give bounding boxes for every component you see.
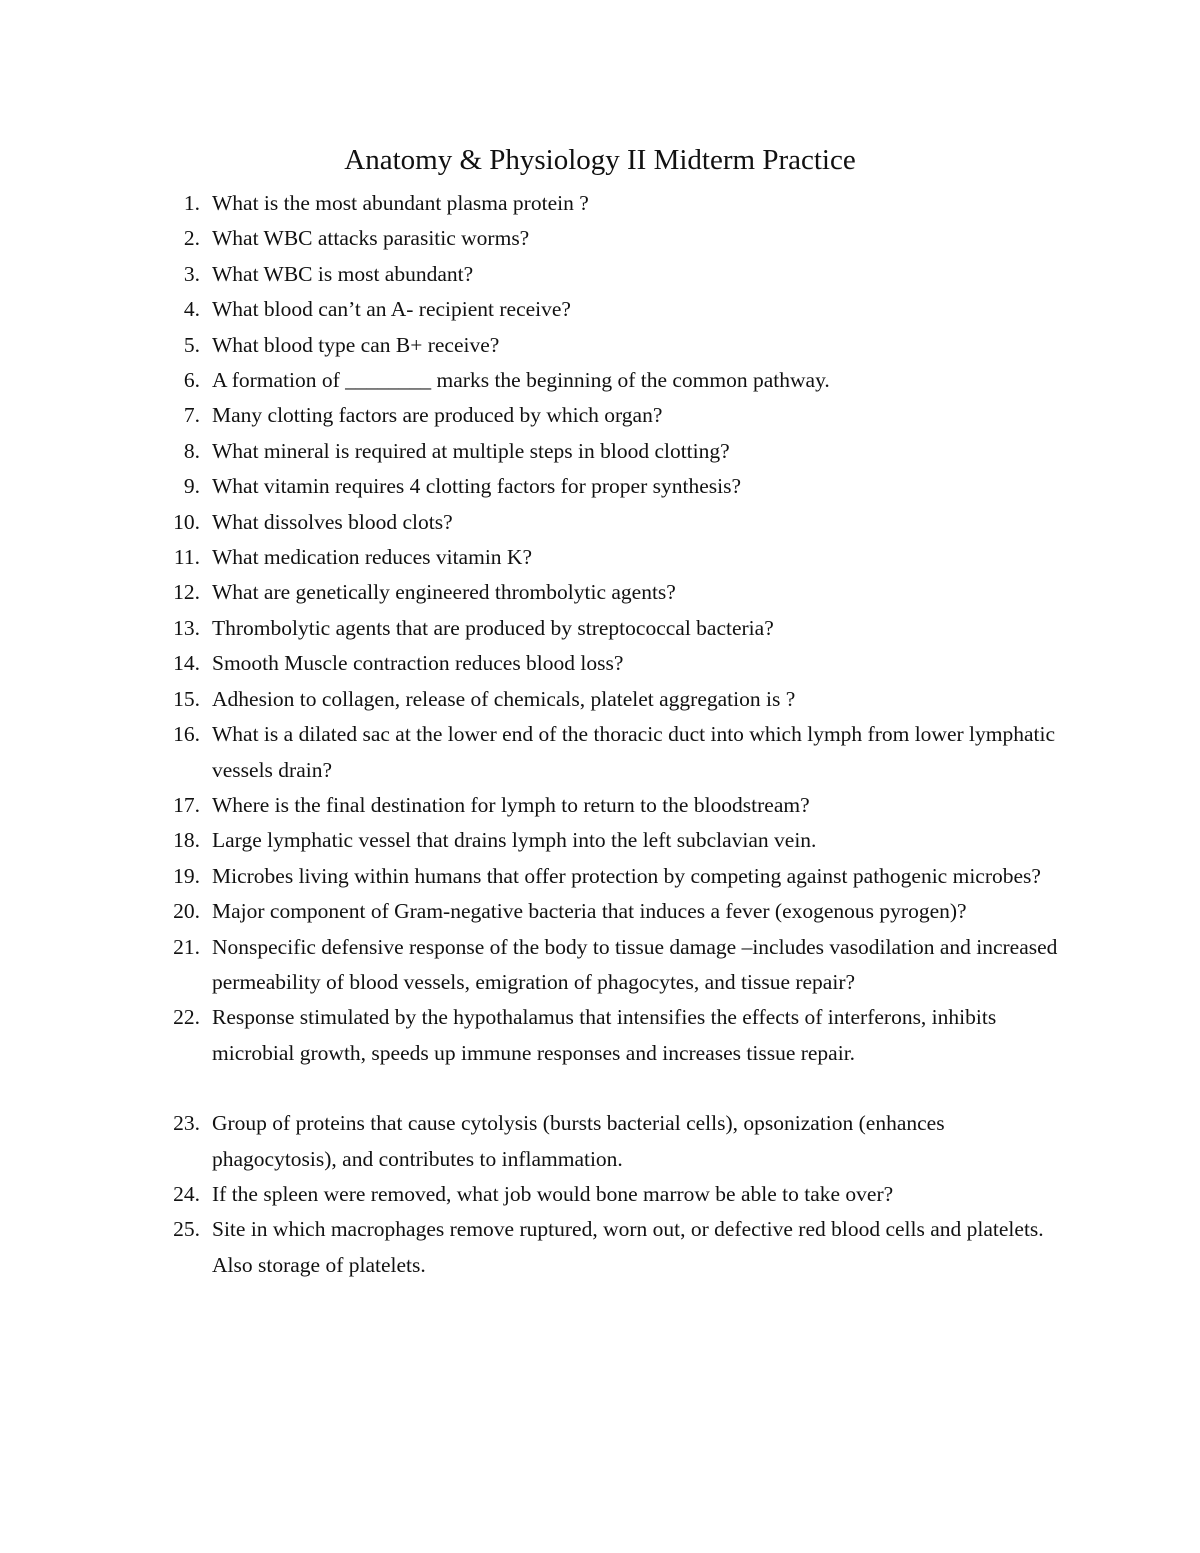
question-number: 6. — [183, 368, 200, 393]
question-text: Adhesion to collagen, release of chemicals, platelet aggregation is ? — [212, 686, 796, 711]
question-number: 22. — [173, 1005, 200, 1030]
question-number: 25. — [173, 1217, 200, 1242]
question-16 — [0, 717, 1200, 788]
question-text: Group of proteins that cause cytolysis (bursts bacterial cells), opsonization (enhances phagocytosis), and contributes to inflammation. — [212, 1111, 945, 1171]
question-number: 7. — [183, 403, 200, 428]
question-number: 18. — [173, 828, 200, 853]
question-number: 10. — [173, 509, 200, 534]
question-text: Major component of Gram-negative bacteria that induces a fever (exogenous pyrogen)? — [212, 899, 967, 924]
question-text: What dissolves blood clots? — [212, 509, 453, 534]
question-11 — [0, 540, 1200, 575]
question-1 — [0, 186, 1200, 221]
question-text: What blood can’t an A- recipient receive? — [212, 297, 571, 322]
page-title: Anatomy & Physiology II Midterm Practice — [344, 144, 856, 176]
question-number: 11. — [173, 545, 200, 570]
question-number: 21. — [173, 934, 200, 959]
question-text: What medication reduces vitamin K? — [212, 545, 532, 570]
question-5 — [0, 328, 1200, 363]
question-number: 2. — [183, 226, 200, 251]
question-4 — [0, 292, 1200, 327]
question-number: 17. — [173, 792, 200, 817]
question-10 — [0, 505, 1200, 540]
question-number: 14. — [173, 651, 200, 676]
question-15 — [0, 682, 1200, 717]
question-number: 5. — [183, 332, 200, 357]
question-text: Thrombolytic agents that are produced by streptococcal bacteria? — [212, 615, 774, 640]
question-number: 4. — [183, 297, 200, 322]
question-number: 12. — [173, 580, 200, 605]
question-text: What are genetically engineered thrombolytic agents? — [212, 580, 676, 605]
question-text: What WBC attacks parasitic worms? — [212, 226, 530, 251]
question-25 — [0, 1212, 1200, 1283]
question-2 — [0, 221, 1200, 256]
question-13 — [0, 611, 1200, 646]
question-number: 20. — [173, 899, 200, 924]
question-17 — [0, 788, 1200, 823]
question-list — [0, 186, 1200, 1283]
question-text: What is a dilated sac at the lower end of the thoracic duct into which lymph from lower lymphatic vessels drain? — [212, 722, 1056, 782]
question-7 — [0, 398, 1200, 433]
question-24 — [0, 1177, 1200, 1212]
question-text: Site in which macrophages remove ruptured, worn out, or defective red blood cells and platelets. Also storage of platelets. — [212, 1217, 1044, 1277]
question-number: 23. — [173, 1111, 200, 1136]
question-text: What mineral is required at multiple steps in blood clotting? — [212, 438, 730, 463]
question-number: 13. — [173, 615, 200, 640]
question-8 — [0, 434, 1200, 469]
question-6 — [0, 363, 1200, 398]
question-text: Large lymphatic vessel that drains lymph into the left subclavian vein. — [212, 828, 817, 853]
question-number: 15. — [173, 686, 200, 711]
question-22 — [0, 1000, 1200, 1071]
question-20 — [0, 894, 1200, 929]
question-text: Smooth Muscle contraction reduces blood loss? — [212, 651, 624, 676]
question-text: A formation of ________ marks the beginning of the common pathway. — [212, 368, 830, 393]
question-3 — [0, 257, 1200, 292]
question-number: 9. — [183, 474, 200, 499]
question-23 — [0, 1106, 1200, 1177]
question-text: What blood type can B+ receive? — [212, 332, 500, 357]
question-text: If the spleen were removed, what job would bone marrow be able to take over? — [212, 1181, 894, 1206]
question-text: Response stimulated by the hypothalamus that intensifies the effects of interferons, inhibits microbial growth, speeds up immune responses and increases tissue repair. — [212, 1005, 997, 1065]
question-18 — [0, 823, 1200, 858]
question-text: What WBC is most abundant? — [212, 261, 474, 286]
question-14 — [0, 646, 1200, 681]
question-19 — [0, 859, 1200, 894]
question-text: Microbes living within humans that offer protection by competing against pathogenic microbes? — [212, 863, 1041, 888]
question-number: 1. — [183, 191, 200, 215]
question-number: 24. — [173, 1181, 200, 1206]
question-text: Many clotting factors are produced by which organ? — [212, 403, 663, 428]
question-text: Where is the final destination for lymph to return to the bloodstream? — [212, 792, 810, 817]
question-12 — [0, 575, 1200, 610]
question-text: What is the most abundant plasma protein ? — [212, 191, 589, 215]
question-number: 16. — [173, 722, 200, 747]
question-9 — [0, 469, 1200, 504]
question-text: What vitamin requires 4 clotting factors for proper synthesis? — [212, 474, 741, 499]
question-number: 3. — [183, 261, 200, 286]
question-number: 8. — [183, 438, 200, 463]
question-number: 19. — [173, 863, 200, 888]
question-21 — [0, 930, 1200, 1001]
question-text: Nonspecific defensive response of the body to tissue damage –includes vasodilation and increased permeability of blood vessels, emigration of phagocytes, and tissue repair? — [212, 934, 1058, 994]
